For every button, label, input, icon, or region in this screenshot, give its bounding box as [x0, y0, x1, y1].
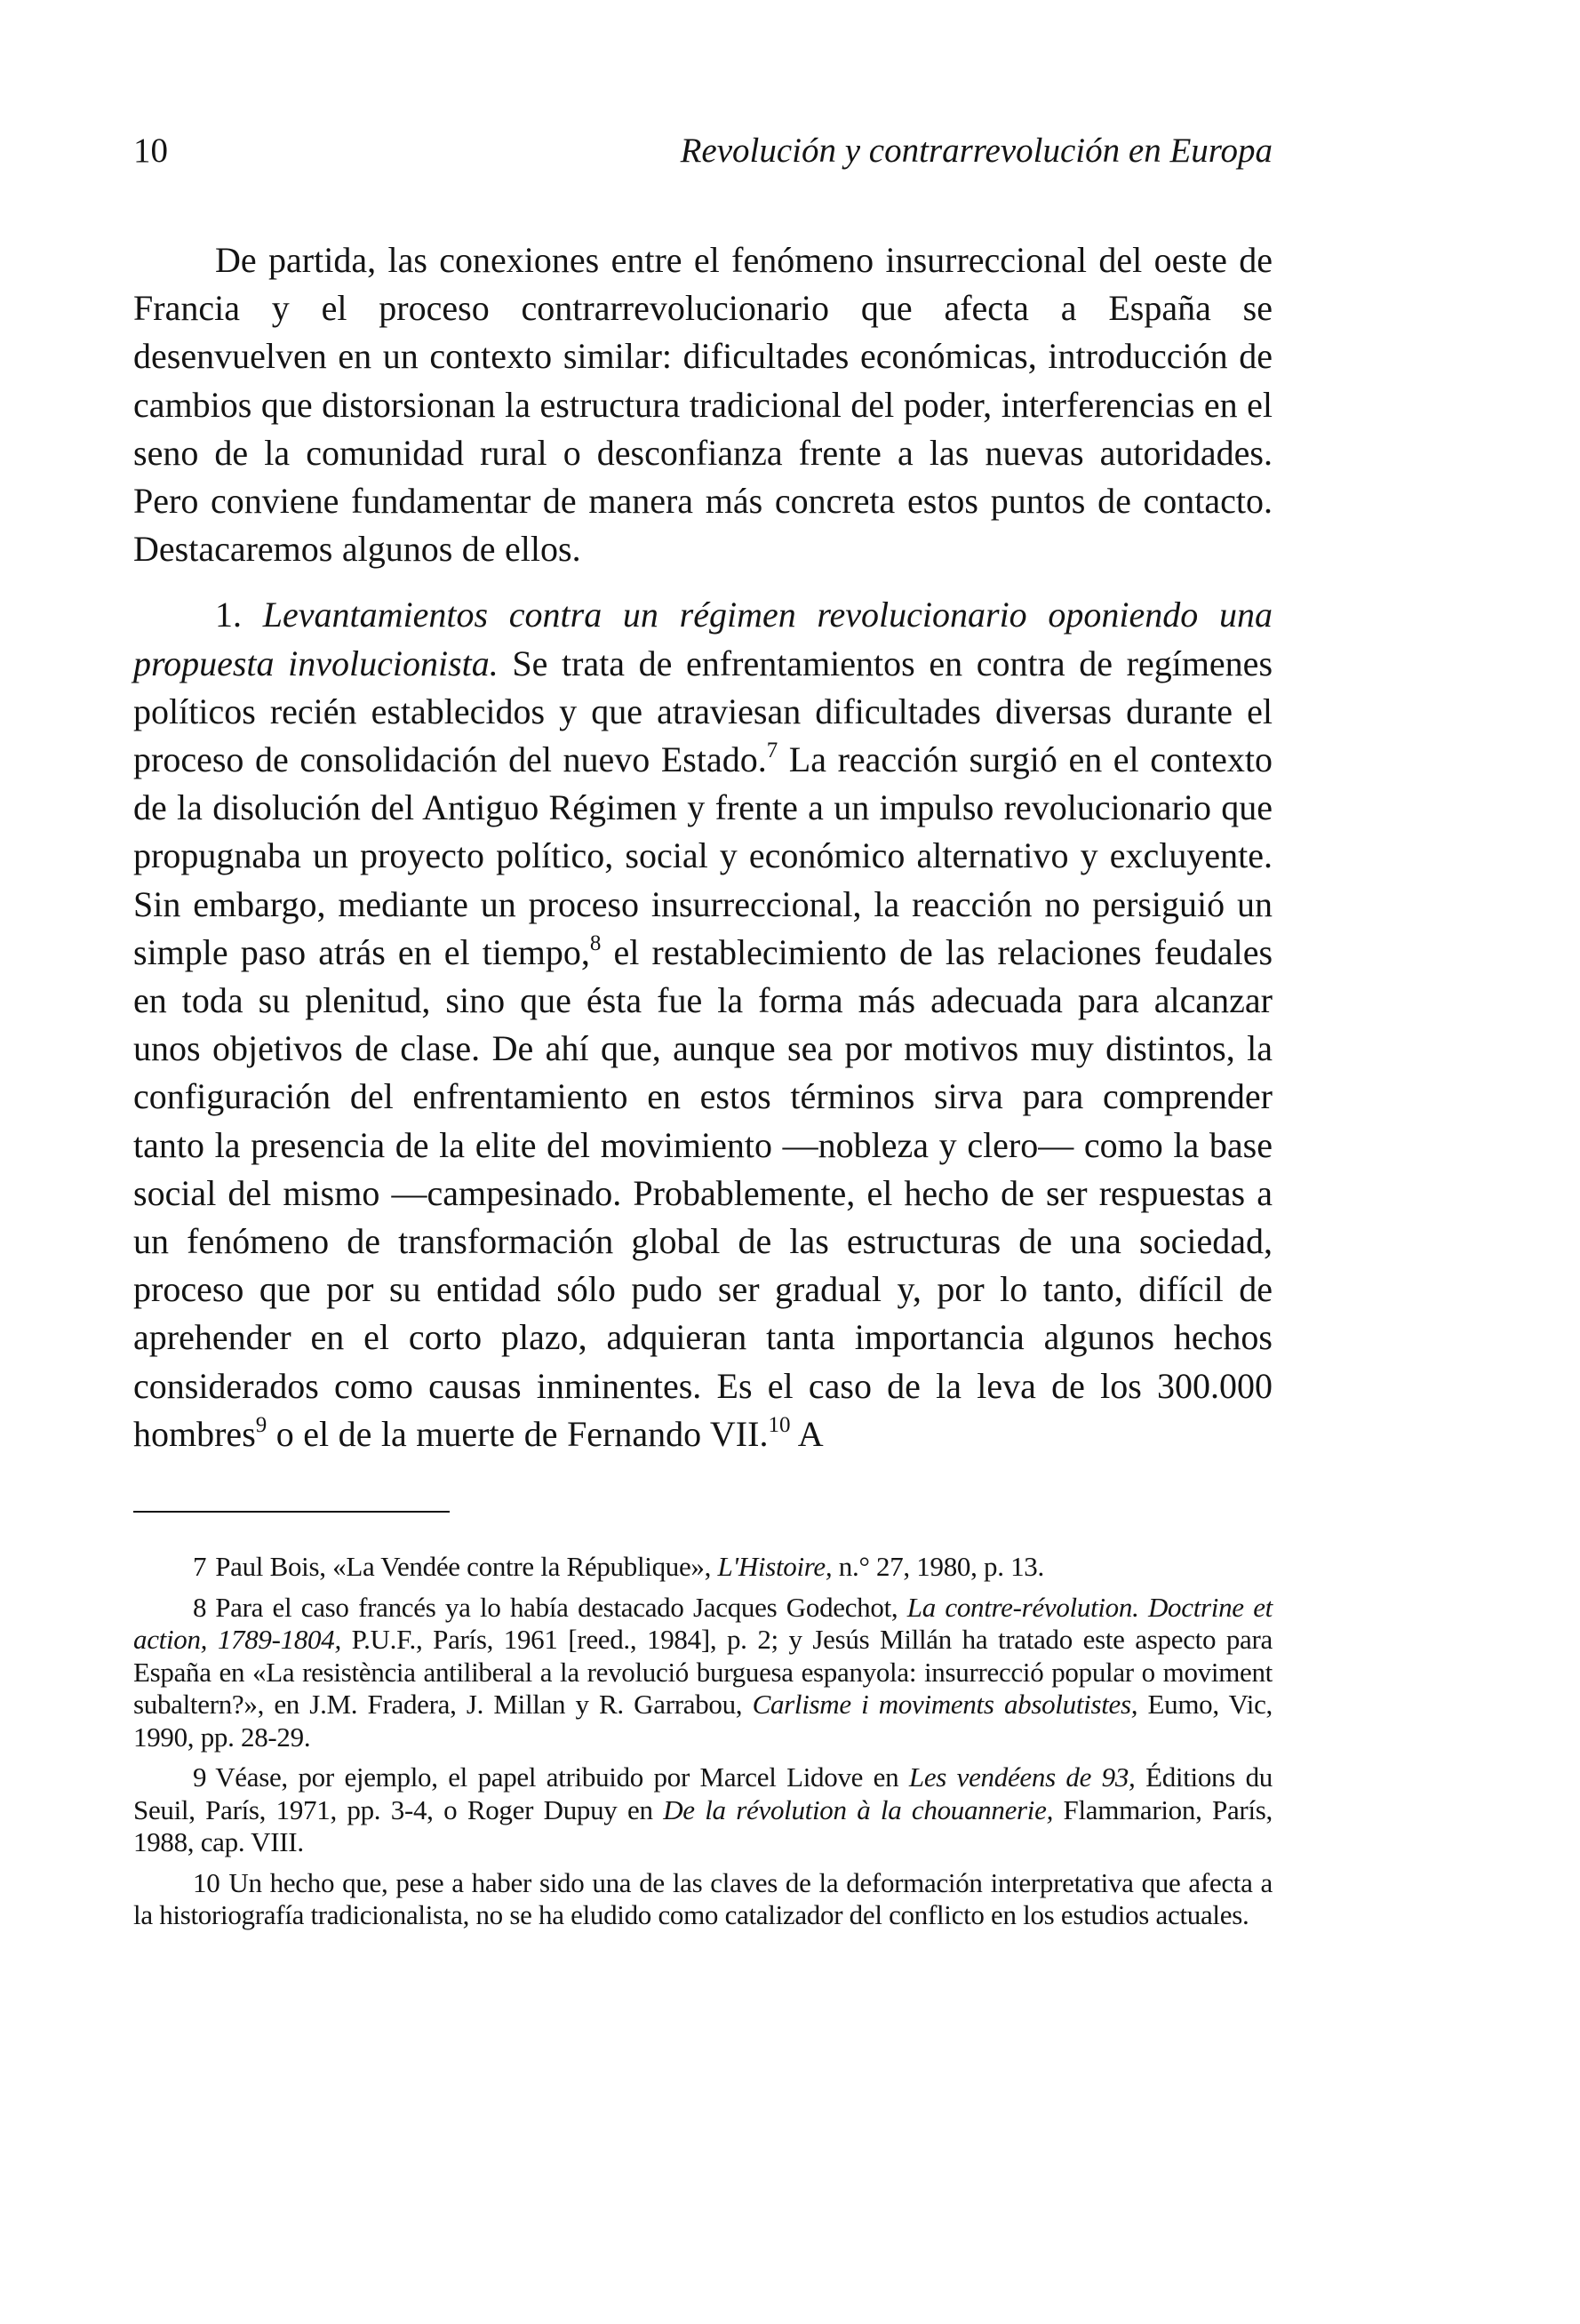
- footnotes: [133, 1551, 1273, 1932]
- footnote-text: Flammarion, París, 1988, cap. VIII.: [133, 1793, 1273, 1857]
- footnote-title: L'Histoire,: [717, 1551, 833, 1582]
- footnote-8: [133, 1592, 1273, 1754]
- footnote-number: 8: [193, 1591, 207, 1623]
- footnote-ref-7[interactable]: 7: [766, 739, 778, 763]
- footnote-text: Éditions du Seuil, París, 1971, pp. 3-4, o Roger Dupuy en: [133, 1761, 1273, 1825]
- footnote-divider: [133, 1511, 450, 1513]
- footnote-text: Para el caso francés ya lo había destacado Jacques Godechot,: [215, 1591, 907, 1623]
- footnote-text: Véase, por ejemplo, el papel atribuido por Marcel Lidove en: [215, 1761, 909, 1793]
- paragraph-intro: De partida, las conexiones entre el fenómeno insurreccional del oeste de Francia y el proceso contrarrevolucionario que afecta a España se desenvuelven en un contexto similar: dificultades económicas, introducción de cambios que distorsionan la estructura tradicional del poder, interferencias en el seno de la comunidad rural o desconfianza frente a las nuevas autoridades. Pero conviene fundamentar de manera más concreta estos puntos de contacto. Destacaremos algunos de ellos.: [133, 240, 1273, 570]
- footnote-title: La contre-révolution. Doctrine et action, 1789-1804,: [133, 1591, 1273, 1655]
- footnote-number: 9: [193, 1761, 207, 1793]
- running-title: Revolución y contrarrevolución en Europa: [680, 132, 1273, 170]
- footnote-10: [133, 1867, 1273, 1932]
- paragraph-text: o el de la muerte de Fernando VII.: [267, 1413, 769, 1454]
- running-header: [133, 124, 1273, 178]
- footnote-title: Les vendéens de 93,: [908, 1761, 1136, 1793]
- footnote-ref-8[interactable]: 8: [589, 930, 602, 955]
- point-heading: Levantamientos contra un régimen revolucionario oponiendo una propuesta involucionista.: [133, 595, 1273, 683]
- paragraph-text: Se trata de enfrentamientos en contra de regímenes políticos recién establecidos y que atraviesan dificultades diversas durante el proceso de consolidación del nuevo Estado.: [133, 643, 1273, 780]
- paragraph-text: A: [790, 1413, 824, 1454]
- footnote-text: Paul Bois, «La Vendée contre la République»,: [215, 1551, 718, 1582]
- footnote-ref-9[interactable]: 9: [255, 1412, 267, 1437]
- footnote-ref-10[interactable]: 10: [768, 1412, 791, 1437]
- main-text: [133, 236, 1273, 1458]
- footnote-text: P.U.F., París, 1961 [reed., 1984], p. 2; y Jesús Millán ha tratado este aspecto para España en «La resistència antiliberal a la revolució burguesa espanyola: insurrecció popular o moviment subaltern?», en J.M. Fradera, J. Millan y R. Garrabou,: [133, 1624, 1273, 1720]
- footnote-title: De la révolution à la chouannerie,: [663, 1793, 1054, 1825]
- footnote-9: [133, 1761, 1273, 1859]
- footnote-7: [133, 1551, 1273, 1584]
- footnote-text: n.° 27, 1980, p. 13.: [832, 1551, 1044, 1582]
- paragraph-text: el restablecimiento de las relaciones feudales en toda su plenitud, sino que ésta fue la forma más adecuada para alcanzar unos objetivos de clase. De ahí que, aunque sea por motivos muy distintos, la configuración del enfrentamiento en estos términos sirva para comprender tanto la presencia de la elite del movimiento —nobleza y clero— como la base social del mismo —campesinado. Probablemente, el hecho de ser respuestas a un fenómeno de transformación global de las estructuras de una sociedad, proceso que por su entidad sólo pudo ser gradual y, por lo tanto, difícil de aprehender en el corto plazo, adquieran tanta importancia algunos hechos considerados como causas inminentes. Es el caso de la leva de los 300.000 hombres: [133, 931, 1273, 1454]
- footnote-text: Un hecho que, pese a haber sido una de las claves de la deformación interpretativa que afecta a la historiografía tradicionalista, no se ha eludido como catalizador del conflicto en los estudios actuales.: [133, 1866, 1273, 1930]
- paragraph-text: La reacción surgió en el contexto de la disolución del Antiguo Régimen y frente a un impulso revolucionario que propugnaba un proyecto político, social y económico alternativo y excluyente. Sin embargo, mediante un proceso insurreccional, la reacción no persiguió un simple paso atrás en el tiempo,: [133, 739, 1273, 972]
- point-number: 1.: [215, 595, 242, 635]
- footnote-title: Carlisme i moviments absolutistes,: [752, 1689, 1138, 1720]
- page-number: 10: [133, 132, 168, 170]
- footnote-number: 7: [193, 1551, 207, 1582]
- footnote-text: Eumo, Vic, 1990, pp. 28-29.: [133, 1689, 1273, 1753]
- paragraph-point-1: [133, 591, 1273, 1458]
- footnote-number: 10: [193, 1866, 220, 1898]
